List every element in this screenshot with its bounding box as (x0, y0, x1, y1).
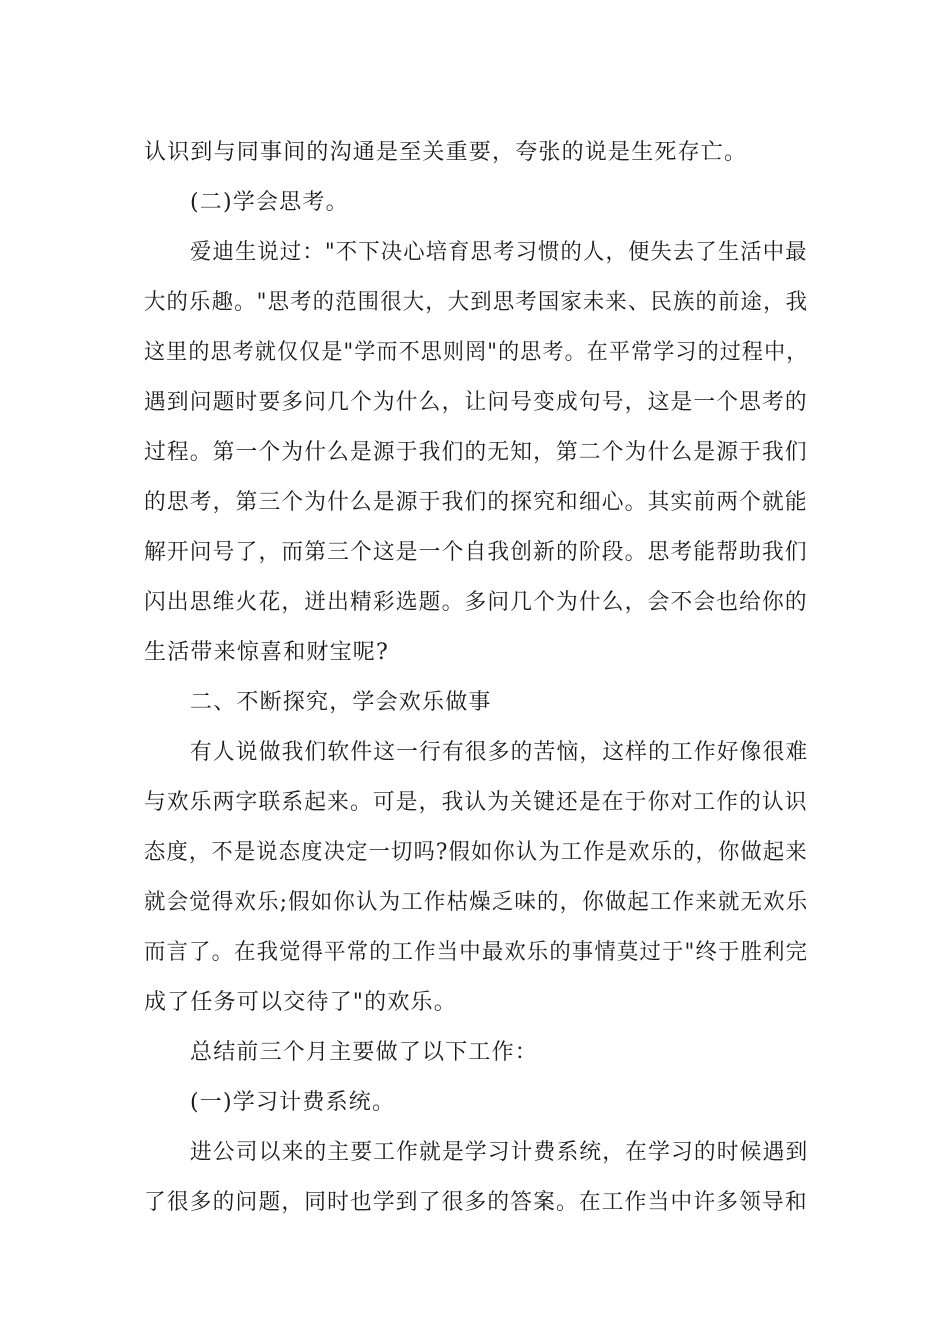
text-line: 过程。第一个为什么是源于我们的无知，第二个为什么是源于我们 (144, 440, 808, 465)
section-heading: 二、不断探究，学会欢乐做事 (190, 690, 492, 715)
text-line: 有人说做我们软件这一行有很多的苦恼，这样的工作好像很难 (190, 740, 809, 765)
text-line: 遇到问题时要多问几个为什么，让问号变成句号，这是一个思考的 (144, 390, 808, 415)
text-line: 就会觉得欢乐;假如你认为工作枯燥乏味的，你做起工作来就无欢乐 (144, 890, 809, 915)
text-line: 爱迪生说过："不下决心培育思考习惯的人，便失去了生活中最 (190, 240, 808, 265)
text-line: 这里的思考就仅仅是"学而不思则罔"的思考。在平常学习的过程中， (144, 340, 809, 365)
section-heading: (一)学习计费系统。 (190, 1090, 396, 1115)
text-line: 的思考，第三个为什么是源于我们的探究和细心。其实前两个就能 (144, 490, 808, 515)
text-line: 解开问号了，而第三个这是一个自我创新的阶段。思考能帮助我们 (144, 540, 808, 565)
section-heading: (二)学会思考。 (190, 190, 349, 215)
text-line: 态度，不是说态度决定一切吗?假如你认为工作是欢乐的，你做起来 (144, 840, 808, 865)
text-line: 成了任务可以交待了"的欢乐。 (144, 990, 457, 1015)
text-line: 进公司以来的主要工作就是学习计费系统，在学习的时候遇到 (190, 1140, 809, 1165)
text-line: 认识到与同事间的沟通是至关重要，夸张的说是生死存亡。 (144, 140, 748, 165)
text-line: 总结前三个月主要做了以下工作： (190, 1040, 539, 1065)
text-line: 闪出思维火花，迸出精彩选题。多问几个为什么，会不会也给你的 (144, 590, 808, 615)
text-line: 大的乐趣。"思考的范围很大，大到思考国家未来、民族的前途，我 (144, 290, 809, 315)
text-line: 与欢乐两字联系起来。可是，我认为关键还是在于你对工作的认识 (144, 790, 808, 815)
text-line: 生活带来惊喜和财宝呢? (144, 640, 389, 665)
text-line: 而言了。在我觉得平常的工作当中最欢乐的事情莫过于"终于胜利完 (144, 940, 809, 965)
text-line: 了很多的问题，同时也学到了很多的答案。在工作当中许多领导和 (144, 1190, 808, 1215)
